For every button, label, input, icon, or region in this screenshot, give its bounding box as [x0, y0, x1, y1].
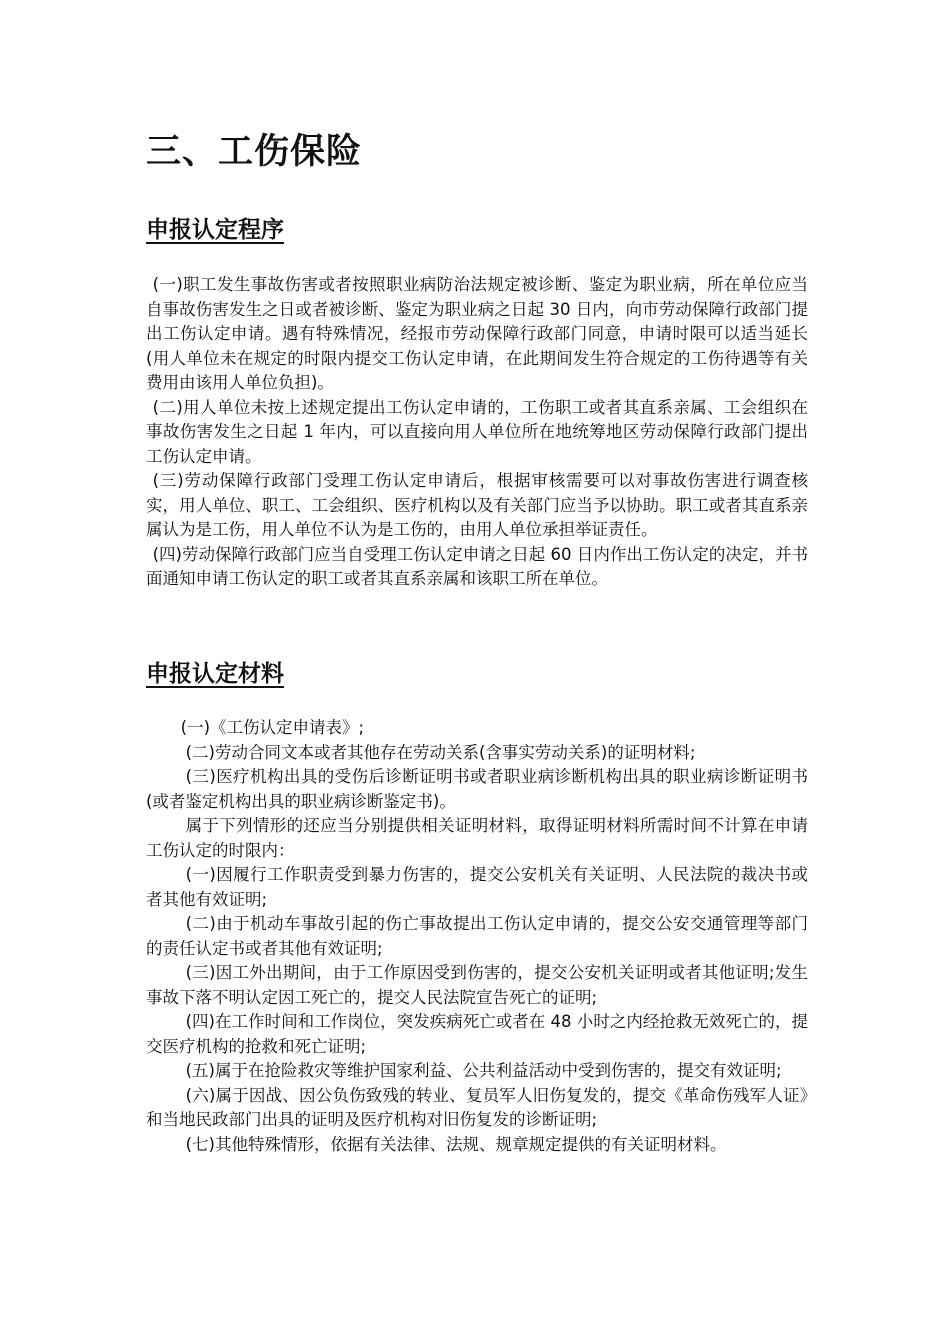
list-item: (一)《工伤认定申请表》; [180, 718, 365, 737]
paragraph: (二)用人单位未按上述规定提出工伤认定申请的，工伤职工或者其直系亲属、工会组织在事故伤害发生之日起 1 年内，可以直接向用人单位所在地统筹地区劳动保障行政部门提出工伤认定申请。 [146, 397, 808, 466]
list-item: (七)其他特殊情形，依据有关法律、法规、规章规定提供的有关证明材料。 [185, 1134, 727, 1154]
materials-body [146, 716, 808, 1157]
list-item: (六)属于因战、因公负伤致残的转业、复员军人旧伤复发的，提交《革命伤残军人证》和当地民政部门出具的证明及医疗机构对旧伤复发的诊断证明; [146, 1085, 808, 1129]
list-item: (五)属于在抢险救灾等维护国家利益、公共利益活动中受到伤害的，提交有效证明; [185, 1061, 782, 1080]
section-heading-procedure: 申报认定程序 [146, 217, 284, 243]
section-heading-materials: 申报认定材料 [146, 661, 284, 687]
paragraph: (四)劳动保障行政部门应当自受理工伤认定申请之日起 60 日内作出工伤认定的决定，并书面通知申请工伤认定的职工或者其直系亲属和该职工所在单位。 [146, 544, 808, 588]
list-item: (四)在工作时间和工作岗位，突发疾病死亡或者在 48 小时之内经抢救无效死亡的，提交医疗机构的抢救和死亡证明; [146, 1012, 808, 1056]
paragraph: (一)职工发生事故伤害或者按照职业病防治法规定被诊断、鉴定为职业病，所在单位应当自事故伤害发生之日或者被诊断、鉴定为职业病之日起 30 日内，向市劳动保障行政部门提出工伤认定申请。遇有特殊情况，经报市劳动保障行政部门同意，申请时限可以适当延长(用人单位未在规定的时限内提交工伤认定申请，在此期间发生符合规定的工伤待遇等有关费用由该用人单位负担)。 [146, 275, 808, 392]
page-title: 三、工伤保险 [146, 132, 363, 172]
list-item: (一)因履行工作职责受到暴力伤害的，提交公安机关有关证明、人民法院的裁决书或者其他有效证明; [146, 865, 808, 909]
list-item: (三)医疗机构出具的受伤后诊断证明书或者职业病诊断机构出具的职业病诊断证明书(或者鉴定机构出具的职业病诊断鉴定书)。 [146, 767, 808, 811]
paragraph: 属于下列情形的还应当分别提供相关证明材料，取得证明材料所需时间不计算在申请工伤认定的时限内： [146, 816, 808, 860]
list-item: (二)劳动合同文本或者其他存在劳动关系(含事实劳动关系)的证明材料; [185, 742, 696, 762]
list-item: (二)由于机动车事故引起的伤亡事故提出工伤认定申请的，提交公安交通管理等部门的责任认定书或者其他有效证明; [146, 914, 808, 958]
list-item: (三)因工外出期间，由于工作原因受到伤害的，提交公安机关证明或者其他证明;发生事故下落不明认定因工死亡的，提交人民法院宣告死亡的证明; [146, 963, 808, 1007]
procedure-body [146, 273, 808, 592]
paragraph: (三)劳动保障行政部门受理工伤认定申请后，根据审核需要可以对事故伤害进行调查核实，用人单位、职工、工会组织、医疗机构以及有关部门应当予以协助。职工或者其直系亲属认为是工伤，用人单位不认为是工伤的，由用人单位承担举证责任。 [146, 471, 808, 539]
